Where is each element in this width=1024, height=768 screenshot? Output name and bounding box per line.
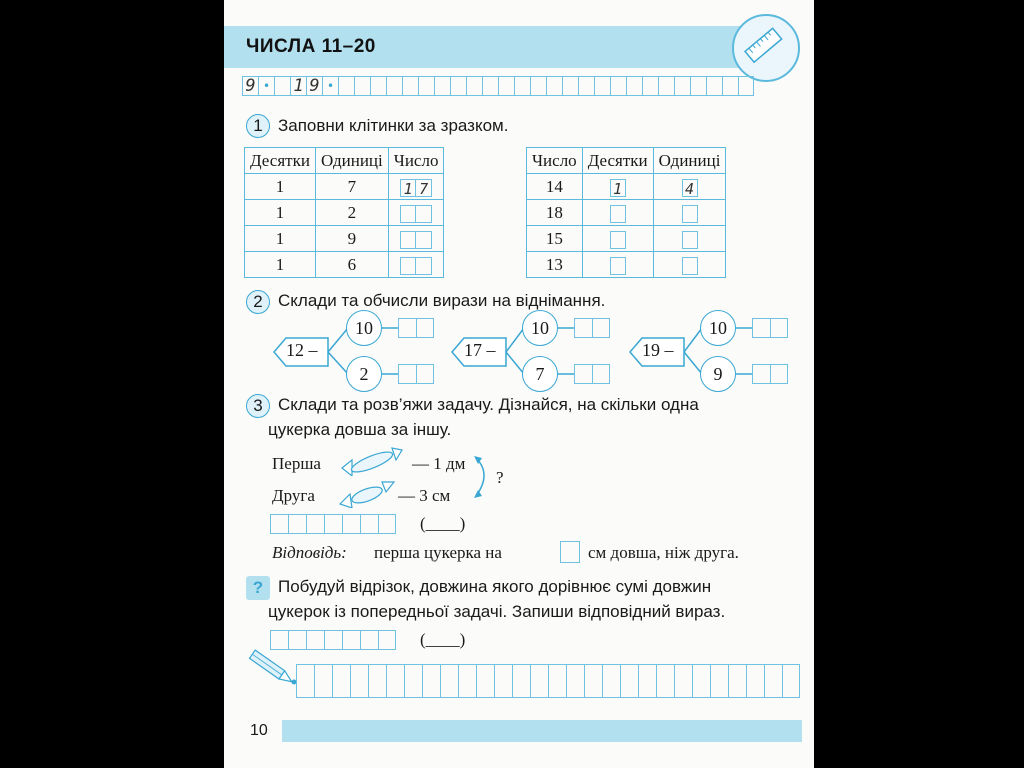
table-row <box>527 200 726 226</box>
answer-box[interactable] <box>560 541 580 563</box>
sample-digit: 1 <box>290 76 306 96</box>
minuend-label: 12 – <box>286 340 318 360</box>
subtrahend-circle: 2 <box>346 356 382 392</box>
practice-cell[interactable] <box>402 76 418 96</box>
ones-cell: 9 <box>315 226 388 252</box>
solution-boxes[interactable] <box>270 514 396 534</box>
second-candy-label: Друга <box>272 486 315 505</box>
task-text-line2: цукерка довша за іншу. <box>268 420 452 439</box>
minuend-label: 17 – <box>464 340 496 360</box>
question-mark: ? <box>496 468 504 487</box>
answer-box[interactable] <box>682 257 698 275</box>
task-text: Склади та обчисли вирази на віднімання. <box>278 291 606 310</box>
ones-cell[interactable] <box>653 174 726 200</box>
expression-boxes[interactable] <box>270 630 396 650</box>
ones-cell: 7 <box>315 174 388 200</box>
task-number: 3 <box>246 394 270 418</box>
practice-cell[interactable] <box>642 76 658 96</box>
practice-cell[interactable] <box>370 76 386 96</box>
column-header: Одиниці <box>315 148 388 174</box>
candy-icon <box>340 446 404 476</box>
tens-ones-table-b <box>526 147 726 278</box>
subtrahend-circle: 7 <box>522 356 558 392</box>
ones-cell: 6 <box>315 252 388 278</box>
answer-box[interactable] <box>400 257 416 275</box>
answer-box[interactable] <box>416 231 432 249</box>
practice-cell[interactable] <box>450 76 466 96</box>
answer-box[interactable] <box>682 205 698 223</box>
practice-cell[interactable] <box>354 76 370 96</box>
practice-cell[interactable] <box>434 76 450 96</box>
answer-box[interactable] <box>400 205 416 223</box>
answer-box[interactable]: 1 <box>610 179 626 197</box>
sample-digit: 9 <box>306 76 322 96</box>
practice-cell[interactable] <box>482 76 498 96</box>
subtrahend-circle: 10 <box>346 310 382 346</box>
drawing-grid[interactable] <box>296 664 800 698</box>
task-number-bonus: ? <box>246 576 270 600</box>
answer-boxes[interactable] <box>574 364 610 384</box>
column-header: Число <box>388 148 444 174</box>
practice-cell[interactable] <box>466 76 482 96</box>
practice-cell[interactable] <box>738 76 754 96</box>
practice-cell[interactable] <box>626 76 642 96</box>
number-cell[interactable] <box>388 252 444 278</box>
answer-text-part2: см довша, ніж друга. <box>588 543 739 562</box>
answer-text-part1: перша цукерка на <box>374 543 502 562</box>
column-header: Одиниці <box>653 148 726 174</box>
practice-cell[interactable] <box>578 76 594 96</box>
answer-box[interactable]: 4 <box>682 179 698 197</box>
second-candy-length: — 3 см <box>398 486 451 505</box>
tens-cell[interactable] <box>582 252 653 278</box>
practice-cell[interactable] <box>498 76 514 96</box>
subtrahend-circle: 10 <box>522 310 558 346</box>
tens-cell[interactable] <box>582 226 653 252</box>
practice-cell[interactable] <box>706 76 722 96</box>
number-cell: 18 <box>527 200 583 226</box>
practice-cell[interactable] <box>274 76 290 96</box>
answer-boxes[interactable] <box>574 318 610 338</box>
practice-cell[interactable] <box>546 76 562 96</box>
answer-box[interactable] <box>416 257 432 275</box>
column-header: Десятки <box>245 148 316 174</box>
answer-box[interactable] <box>610 257 626 275</box>
practice-cell[interactable] <box>594 76 610 96</box>
answer-box[interactable] <box>400 231 416 249</box>
first-candy-length: — 1 дм <box>412 454 466 473</box>
practice-cell[interactable] <box>338 76 354 96</box>
answer-label: Відповідь: <box>272 543 347 562</box>
task-text-line2: цукерок із попередньої задачі. Запиши відповідний вираз. <box>268 602 726 621</box>
first-candy-label: Перша <box>272 454 321 473</box>
answer-box[interactable] <box>610 231 626 249</box>
tens-cell[interactable] <box>582 174 653 200</box>
ones-cell[interactable] <box>653 252 726 278</box>
dot: • <box>322 76 338 96</box>
answer-boxes[interactable] <box>752 364 788 384</box>
answer-boxes[interactable] <box>752 318 788 338</box>
page-title: ЧИСЛА 11–20 <box>246 36 376 57</box>
candy-icon <box>338 478 396 508</box>
table-row <box>245 252 444 278</box>
practice-cell[interactable] <box>658 76 674 96</box>
answer-box[interactable] <box>416 205 432 223</box>
practice-cell[interactable] <box>610 76 626 96</box>
answer-boxes[interactable] <box>398 364 434 384</box>
answer-box[interactable] <box>682 231 698 249</box>
pencil-icon <box>244 648 300 688</box>
table-row <box>245 174 444 200</box>
tens-ones-table-a <box>244 147 444 278</box>
tens-cell: 1 <box>245 252 316 278</box>
practice-cell[interactable] <box>530 76 546 96</box>
practice-cell[interactable] <box>690 76 706 96</box>
ones-cell[interactable] <box>653 200 726 226</box>
column-header: Десятки <box>582 148 653 174</box>
tens-cell: 1 <box>245 174 316 200</box>
table-row <box>245 226 444 252</box>
task-number: 2 <box>246 290 270 314</box>
practice-cell[interactable] <box>722 76 738 96</box>
tens-cell: 1 <box>245 200 316 226</box>
ones-cell: 2 <box>315 200 388 226</box>
subtrahend-circle: 9 <box>700 356 736 392</box>
number-cell[interactable] <box>388 226 444 252</box>
answer-box[interactable] <box>610 205 626 223</box>
table-row <box>245 200 444 226</box>
answer-box[interactable]: 1 <box>400 179 416 197</box>
number-cell[interactable] <box>388 200 444 226</box>
practice-cell[interactable] <box>514 76 530 96</box>
practice-cell[interactable] <box>418 76 434 96</box>
task-text: Заповни клітинки за зразком. <box>278 116 509 135</box>
ruler-icon <box>732 14 800 82</box>
table-row <box>527 252 726 278</box>
minuend-label: 19 – <box>642 340 674 360</box>
ones-cell[interactable] <box>653 226 726 252</box>
dot: • <box>258 76 274 96</box>
practice-cell[interactable] <box>674 76 690 96</box>
sample-digit: 9 <box>242 76 258 96</box>
workbook-page <box>224 0 814 768</box>
footer-bar <box>282 720 802 742</box>
table-row <box>527 174 726 200</box>
units-blank[interactable]: (____) <box>420 630 466 649</box>
number-cell: 14 <box>527 174 583 200</box>
table-row <box>527 226 726 252</box>
task-text-line1: Побудуй відрізок, довжина якого дорівнює сумі довжин <box>278 577 712 596</box>
practice-cell[interactable] <box>562 76 578 96</box>
tens-cell: 1 <box>245 226 316 252</box>
handwriting-practice-strip[interactable] <box>242 76 754 98</box>
task-number: 1 <box>246 114 270 138</box>
answer-box[interactable]: 7 <box>416 179 432 197</box>
units-blank[interactable]: (____) <box>420 514 466 533</box>
practice-cell[interactable] <box>386 76 402 96</box>
column-header: Число <box>527 148 583 174</box>
task-text-line1: Склади та розв’яжи задачу. Дізнайся, на скільки одна <box>278 395 699 414</box>
page-number: 10 <box>250 722 268 739</box>
answer-boxes[interactable] <box>398 318 434 338</box>
subtrahend-circle: 10 <box>700 310 736 346</box>
number-cell: 13 <box>527 252 583 278</box>
tens-cell[interactable] <box>582 200 653 226</box>
number-cell: 15 <box>527 226 583 252</box>
number-cell[interactable] <box>388 174 444 200</box>
